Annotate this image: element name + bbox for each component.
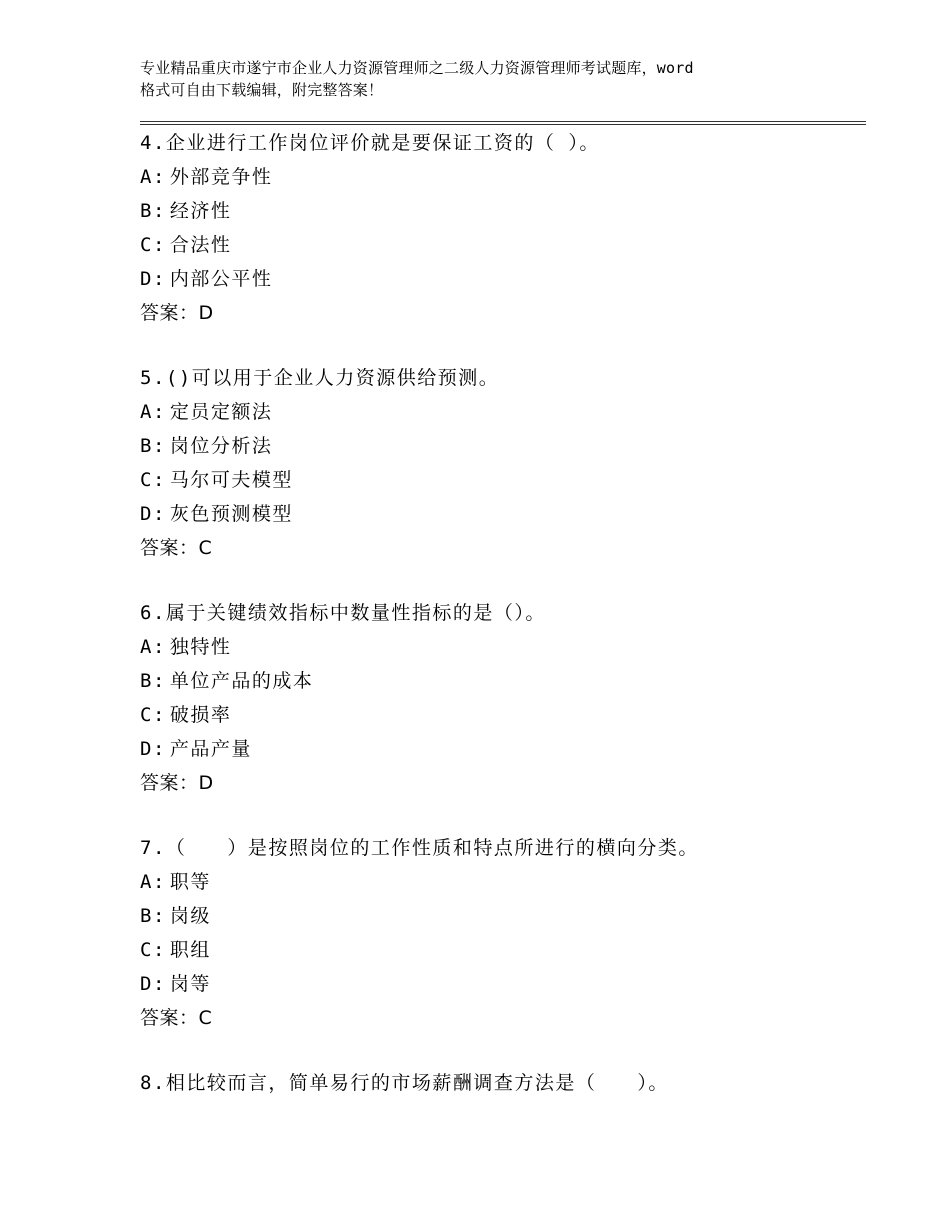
- option-text: 产品产量: [169, 738, 252, 760]
- option-text: 内部公平性: [169, 268, 273, 290]
- answer-line: 答案：D: [140, 772, 214, 794]
- option-a: [140, 865, 860, 899]
- question-list: [140, 126, 860, 1131]
- option-letter: B:: [140, 435, 166, 457]
- option-a: [140, 395, 860, 429]
- option-letter: C:: [140, 469, 166, 491]
- option-a: [140, 630, 860, 664]
- option-letter: D:: [140, 973, 166, 995]
- option-text: 职组: [169, 939, 211, 961]
- option-b: [140, 429, 860, 463]
- question-stem: 4.企业进行工作岗位评价就是要保证工资的（ ）。: [140, 132, 600, 154]
- question-8: [140, 1066, 860, 1100]
- option-b: [140, 899, 860, 933]
- question-4: [140, 126, 860, 330]
- option-text: 单位产品的成本: [169, 670, 314, 692]
- question-stem: 8.相比较而言，简单易行的市场薪酬调查方法是（ ）。: [140, 1072, 669, 1094]
- option-text: 独特性: [169, 636, 232, 658]
- option-text: 岗级: [169, 905, 211, 927]
- option-letter: D:: [140, 738, 166, 760]
- option-d: [140, 497, 860, 531]
- option-letter: A:: [140, 871, 166, 893]
- answer-line: 答案：C: [140, 1007, 213, 1029]
- document-header: [140, 57, 840, 101]
- question-stem: 5.()可以用于企业人力资源供给预测。: [140, 367, 500, 389]
- option-b: [140, 664, 860, 698]
- option-letter: D:: [140, 268, 166, 290]
- option-text: 外部竞争性: [169, 166, 273, 188]
- header-divider-top: [140, 121, 866, 122]
- option-text: 职等: [169, 871, 211, 893]
- option-letter: D:: [140, 503, 166, 525]
- header-divider-bottom: [140, 124, 866, 125]
- option-text: 合法性: [169, 234, 232, 256]
- option-letter: C:: [140, 704, 166, 726]
- option-a: [140, 160, 860, 194]
- option-c: [140, 228, 860, 262]
- question-5: [140, 361, 860, 565]
- option-text: 岗等: [169, 973, 211, 995]
- question-6: [140, 596, 860, 800]
- question-7: [140, 831, 860, 1035]
- header-line-2: 格式可自由下载编辑，附完整答案！: [140, 81, 384, 99]
- option-text: 破损率: [169, 704, 232, 726]
- option-text: 灰色预测模型: [169, 503, 293, 525]
- option-d: [140, 262, 860, 296]
- option-c: [140, 933, 860, 967]
- answer-line: 答案：D: [140, 302, 214, 324]
- option-letter: C:: [140, 939, 166, 961]
- option-letter: B:: [140, 200, 166, 222]
- option-d: [140, 967, 860, 1001]
- question-stem: 7.（ ）是按照岗位的工作性质和特点所进行的横向分类。: [140, 837, 699, 859]
- option-c: [140, 698, 860, 732]
- option-letter: A:: [140, 166, 166, 188]
- option-text: 马尔可夫模型: [169, 469, 293, 491]
- option-text: 经济性: [169, 200, 232, 222]
- option-b: [140, 194, 860, 228]
- option-letter: B:: [140, 905, 166, 927]
- option-letter: C:: [140, 234, 166, 256]
- option-letter: A:: [140, 401, 166, 423]
- option-text: 岗位分析法: [169, 435, 273, 457]
- option-c: [140, 463, 860, 497]
- question-stem: 6.属于关键绩效指标中数量性指标的是（）。: [140, 602, 546, 624]
- header-line-1: 专业精品重庆市遂宁市企业人力资源管理师之二级人力资源管理师考试题库，word: [140, 59, 694, 77]
- answer-line: 答案：C: [140, 537, 213, 559]
- option-text: 定员定额法: [169, 401, 273, 423]
- option-d: [140, 732, 860, 766]
- option-letter: A:: [140, 636, 166, 658]
- option-letter: B:: [140, 670, 166, 692]
